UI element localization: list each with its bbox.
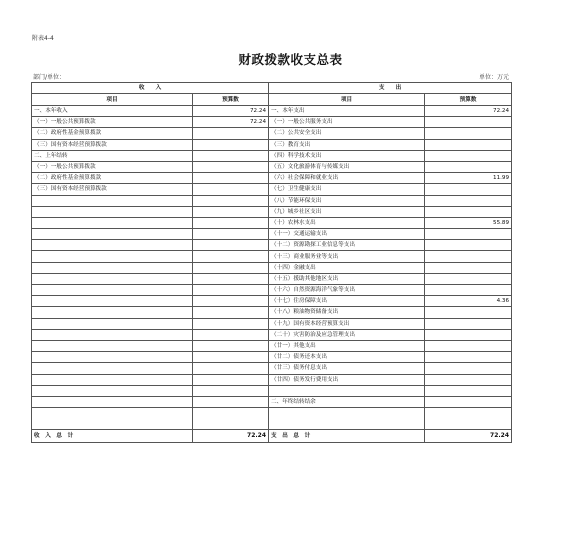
- column-header-row: [32, 94, 512, 106]
- expense-amount-cell: [425, 206, 512, 217]
- income-amount-cell: [193, 329, 269, 340]
- expense-amount-cell: 55.89: [425, 217, 512, 228]
- income-amount-cell: [193, 217, 269, 228]
- income-amount-cell: [193, 374, 269, 385]
- income-amount-cell: [193, 173, 269, 184]
- income-item-cell: 二、上年结转: [32, 150, 193, 161]
- expense-amount-cell: [425, 229, 512, 240]
- income-item-cell: [32, 195, 193, 206]
- expense-amount-cell: [425, 363, 512, 374]
- expense-col-item: 项目: [269, 94, 425, 106]
- expense-amount-cell: [425, 184, 512, 195]
- expense-item-cell: （廿四）债务发行费用支出: [269, 374, 425, 385]
- expense-total-amount: 72.24: [425, 430, 512, 443]
- expense-item-cell: （廿一）其他支出: [269, 340, 425, 351]
- expense-amount-cell: [425, 374, 512, 385]
- income-item-cell: [32, 352, 193, 363]
- expense-amount-cell: [425, 195, 512, 206]
- income-item-cell: [32, 229, 193, 240]
- expense-item-cell: （十八）粮油物资储备支出: [269, 307, 425, 318]
- expense-total-label: 支 出 总 计: [269, 430, 425, 443]
- income-item-cell: [32, 296, 193, 307]
- total-row: [32, 430, 512, 443]
- income-item-cell: [32, 385, 193, 396]
- expense-item-cell: （五）文化旅游体育与传媒支出: [269, 161, 425, 172]
- income-amount-cell: [193, 285, 269, 296]
- expense-item-cell: （七）卫生健康支出: [269, 184, 425, 195]
- table-row: [32, 408, 512, 430]
- income-item-cell: [32, 408, 193, 430]
- table-row: [32, 206, 512, 217]
- income-amount-cell: 72.24: [193, 117, 269, 128]
- expense-amount-cell: [425, 352, 512, 363]
- table-row: [32, 307, 512, 318]
- table-row: [32, 184, 512, 195]
- table-row: [32, 273, 512, 284]
- expense-item-cell: （廿二）债务还本支出: [269, 352, 425, 363]
- table-row: [32, 385, 512, 396]
- income-amount-cell: [193, 240, 269, 251]
- expense-amount-cell: [425, 117, 512, 128]
- expense-amount-cell: [425, 285, 512, 296]
- table-row: [32, 396, 512, 407]
- table-row: [32, 285, 512, 296]
- expense-col-amount: 预算数: [425, 94, 512, 106]
- income-item-cell: [32, 273, 193, 284]
- table-row: [32, 240, 512, 251]
- income-item-cell: （一）一般公共预算拨款: [32, 161, 193, 172]
- table-row: [32, 161, 512, 172]
- table-row: [32, 195, 512, 206]
- expense-amount-cell: [425, 318, 512, 329]
- expense-item-cell: （三）教育支出: [269, 139, 425, 150]
- department-label: 部门/单位：: [33, 74, 66, 81]
- expense-amount-cell: [425, 139, 512, 150]
- income-total-amount: 72.24: [193, 430, 269, 443]
- table-row: [32, 229, 512, 240]
- income-amount-cell: [193, 296, 269, 307]
- expense-item-cell: 二、年终结转结余: [269, 396, 425, 407]
- expense-item-cell: [269, 408, 425, 430]
- expense-amount-cell: [425, 161, 512, 172]
- income-item-cell: [32, 307, 193, 318]
- section-header-row: [32, 83, 512, 94]
- table-row: [32, 363, 512, 374]
- income-item-cell: [32, 206, 193, 217]
- unit-label: 单位：万元: [478, 74, 509, 81]
- income-item-cell: （三）国有资本经营预算拨款: [32, 184, 193, 195]
- table-row: [32, 318, 512, 329]
- expense-amount-cell: [425, 262, 512, 273]
- expense-amount-cell: [425, 240, 512, 251]
- expense-amount-cell: [425, 150, 512, 161]
- expense-item-cell: （十一）交通运输支出: [269, 229, 425, 240]
- income-total-label: 收 入 总 计: [32, 430, 193, 443]
- expense-amount-cell: [425, 408, 512, 430]
- expense-item-cell: （八）节能环保支出: [269, 195, 425, 206]
- expense-header: 支 出: [269, 83, 512, 94]
- income-item-cell: [32, 340, 193, 351]
- expense-item-cell: （九）城乡社区支出: [269, 206, 425, 217]
- income-amount-cell: [193, 139, 269, 150]
- income-item-cell: （一）一般公共预算拨款: [32, 117, 193, 128]
- table-row: [32, 150, 512, 161]
- income-item-cell: 一、本年收入: [32, 106, 193, 117]
- expense-amount-cell: [425, 396, 512, 407]
- income-amount-cell: [193, 262, 269, 273]
- expense-item-cell: （十三）商业服务业等支出: [269, 251, 425, 262]
- expense-amount-cell: 72.24: [425, 106, 512, 117]
- income-amount-cell: [193, 195, 269, 206]
- expense-item-cell: （十九）国有资本经营预算支出: [269, 318, 425, 329]
- income-amount-cell: [193, 150, 269, 161]
- table-row: [32, 173, 512, 184]
- expense-item-cell: 一、本年支出: [269, 106, 425, 117]
- table-row: [32, 106, 512, 117]
- expense-amount-cell: [425, 251, 512, 262]
- expense-amount-cell: [425, 340, 512, 351]
- table-row: [32, 340, 512, 351]
- expense-amount-cell: [425, 307, 512, 318]
- expense-amount-cell: 11.99: [425, 173, 512, 184]
- income-amount-cell: [193, 363, 269, 374]
- table-row: [32, 374, 512, 385]
- income-item-cell: [32, 363, 193, 374]
- budget-table: [31, 82, 512, 443]
- expense-item-cell: （十七）住房保障支出: [269, 296, 425, 307]
- income-amount-cell: [193, 251, 269, 262]
- income-item-cell: [32, 240, 193, 251]
- table-row: [32, 117, 512, 128]
- expense-item-cell: （二）公共安全支出: [269, 128, 425, 139]
- expense-item-cell: （十四）金融支出: [269, 262, 425, 273]
- table-row: [32, 296, 512, 307]
- income-amount-cell: [193, 340, 269, 351]
- table-row: [32, 262, 512, 273]
- expense-item-cell: （十）农林水支出: [269, 217, 425, 228]
- expense-item-cell: （四）科学技术支出: [269, 150, 425, 161]
- income-item-cell: [32, 396, 193, 407]
- expense-item-cell: （廿三）债务付息支出: [269, 363, 425, 374]
- expense-item-cell: [269, 385, 425, 396]
- income-amount-cell: [193, 206, 269, 217]
- income-col-item: 项目: [32, 94, 193, 106]
- table-row: [32, 352, 512, 363]
- income-amount-cell: [193, 128, 269, 139]
- annex-label: 附表4-4: [32, 35, 54, 42]
- expense-amount-cell: [425, 273, 512, 284]
- income-col-amount: 预算数: [193, 94, 269, 106]
- income-amount-cell: [193, 161, 269, 172]
- expense-amount-cell: [425, 128, 512, 139]
- expense-amount-cell: 4.36: [425, 296, 512, 307]
- income-amount-cell: 72.24: [193, 106, 269, 117]
- income-item-cell: （二）政府性基金预算拨款: [32, 128, 193, 139]
- table-row: [32, 329, 512, 340]
- income-amount-cell: [193, 184, 269, 195]
- income-header: 收 入: [32, 83, 269, 94]
- income-amount-cell: [193, 352, 269, 363]
- income-amount-cell: [193, 273, 269, 284]
- expense-item-cell: （十五）援助其他地区支出: [269, 273, 425, 284]
- income-item-cell: [32, 285, 193, 296]
- expense-amount-cell: [425, 385, 512, 396]
- page-title: 财政拨款收支总表: [238, 52, 343, 67]
- table-row: [32, 139, 512, 150]
- expense-item-cell: （一）一般公共服务支出: [269, 117, 425, 128]
- income-amount-cell: [193, 307, 269, 318]
- income-item-cell: （三）国有资本经营预算拨款: [32, 139, 193, 150]
- expense-item-cell: （十二）资源勘探工业信息等支出: [269, 240, 425, 251]
- expense-item-cell: （十六）自然资源海洋气象等支出: [269, 285, 425, 296]
- income-amount-cell: [193, 408, 269, 430]
- income-item-cell: [32, 262, 193, 273]
- table-row: [32, 128, 512, 139]
- income-item-cell: [32, 251, 193, 262]
- income-item-cell: [32, 318, 193, 329]
- income-amount-cell: [193, 229, 269, 240]
- income-amount-cell: [193, 396, 269, 407]
- table-row: [32, 251, 512, 262]
- expense-item-cell: （六）社会保障和就业支出: [269, 173, 425, 184]
- expense-item-cell: （二十）灾害防治及应急管理支出: [269, 329, 425, 340]
- income-amount-cell: [193, 318, 269, 329]
- table-row: [32, 217, 512, 228]
- income-item-cell: [32, 374, 193, 385]
- income-amount-cell: [193, 385, 269, 396]
- income-item-cell: （二）政府性基金预算拨款: [32, 173, 193, 184]
- income-item-cell: [32, 217, 193, 228]
- expense-amount-cell: [425, 329, 512, 340]
- income-item-cell: [32, 329, 193, 340]
